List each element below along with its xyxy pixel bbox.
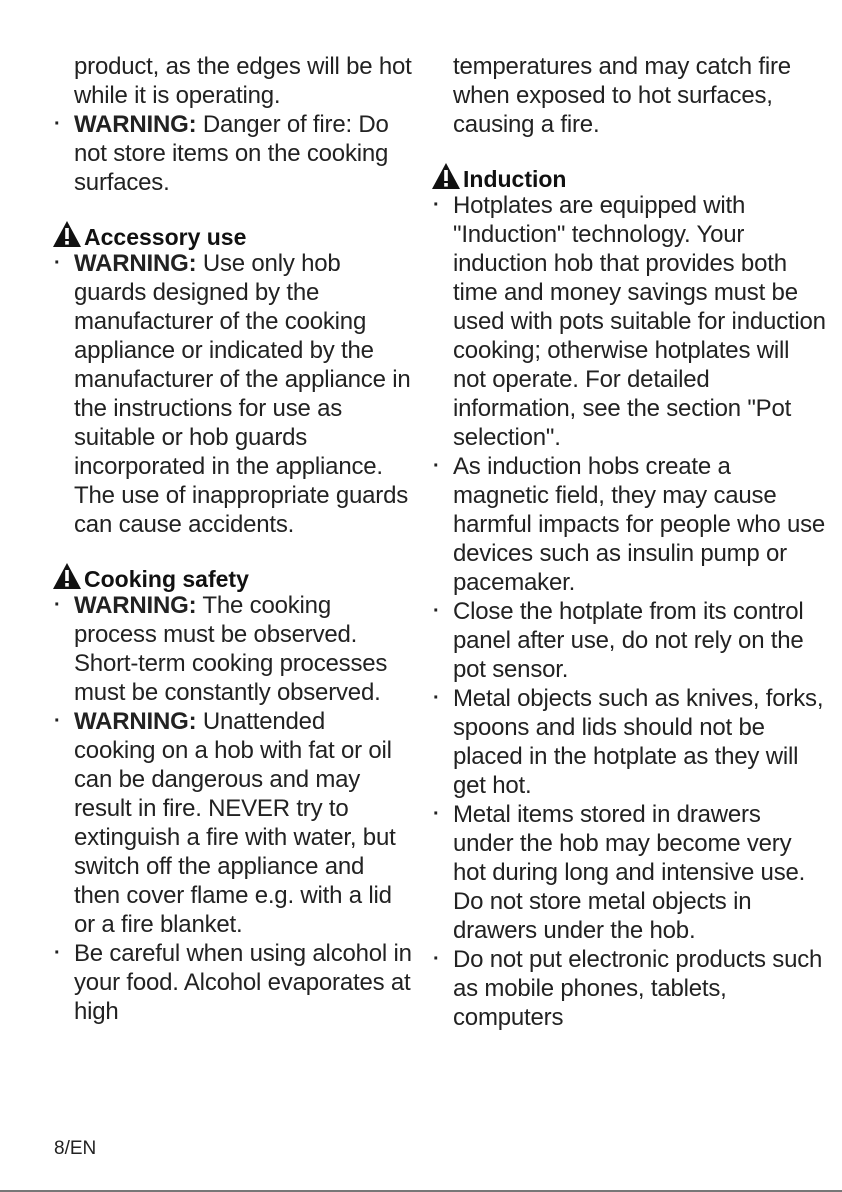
bullet: · — [54, 252, 61, 274]
item-text: Danger of fire: Do not store items on the cooking surfaces. — [74, 111, 389, 196]
bullet: · — [433, 194, 440, 216]
list-item — [431, 597, 826, 684]
list-item — [52, 939, 412, 1026]
item-text: Do not put electronic products such as mobile phones, tablets, computers — [453, 946, 823, 1031]
left-column — [52, 52, 412, 1026]
warning-label: WARNING: — [74, 592, 197, 619]
bullet: · — [433, 687, 440, 709]
bullet: · — [54, 113, 61, 135]
item-text: Hotplates are equipped with "Induction" technology. Your induction hob that provides both time and money savings must be used with pots suitable for induction cooking; otherwise hotplates will not operate. For detailed information, see the section "Pot selection". — [453, 192, 826, 451]
bullet: · — [433, 455, 440, 477]
bullet: · — [433, 803, 440, 825]
item-text: As induction hobs create a magnetic field, they may cause harmful impacts for people who use devices such as insulin pump or pacemaker. — [453, 453, 826, 596]
warning-triangle-icon — [431, 161, 461, 191]
warning-label: WARNING: — [74, 111, 197, 138]
continued-text: temperatures and may catch fire when exposed to hot surfaces, causing a fire. — [453, 53, 791, 138]
bullet: · — [433, 948, 440, 970]
list-item — [52, 707, 412, 939]
item-text: The cooking process must be observed. Short-term cooking processes must be constantly observed. — [74, 592, 388, 706]
list-item — [431, 800, 826, 945]
list-item — [431, 684, 826, 800]
page-number: 8/EN — [54, 1138, 97, 1159]
item-text: Close the hotplate from its control panel after use, do not rely on the pot sensor. — [453, 598, 804, 683]
item-text: Use only hob guards designed by the manufacturer of the cooking appliance or indicated by the manufacturer of the appliance in the instructions for use as suitable or hob guards incorporated in the appliance. The use of inappropriate guards can cause accidents. — [74, 250, 411, 538]
warning-triangle-icon — [52, 561, 82, 591]
bullet: · — [54, 594, 61, 616]
section-heading-cooking-safety — [52, 555, 412, 591]
list-item — [431, 452, 826, 597]
section-title: Cooking safety — [84, 566, 249, 592]
section-heading-accessory-use — [52, 213, 412, 249]
warning-label: WARNING: — [74, 708, 197, 735]
section-title: Accessory use — [84, 224, 247, 250]
list-item — [431, 191, 826, 452]
warning-label: WARNING: — [74, 250, 197, 277]
item-text: Metal objects such as knives, forks, spoons and lids should not be placed in the hotplate as they will get hot. — [453, 685, 824, 799]
section-heading-induction — [431, 155, 826, 191]
item-text: Metal items stored in drawers under the hob may become very hot during long and intensive use. Do not store metal objects in drawers under the hob. — [453, 801, 806, 944]
continued-text: product, as the edges will be hot while it is operating. — [74, 53, 412, 109]
warning-triangle-icon — [52, 219, 82, 249]
list-item — [52, 591, 412, 707]
bullet: · — [433, 600, 440, 622]
list-item — [52, 249, 412, 539]
bullet: · — [54, 942, 61, 964]
bullet: · — [54, 710, 61, 732]
item-text: Unattended cooking on a hob with fat or oil can be dangerous and may result in fire. NEVER try to extinguish a fire with water, but switch off the appliance and then cover flame e.g. with a lid or a fire blanket. — [74, 708, 396, 938]
item-text: Be careful when using alcohol in your food. Alcohol evaporates at high — [74, 940, 412, 1025]
right-column — [431, 52, 826, 1032]
list-item — [431, 945, 826, 1032]
section-title: Induction — [463, 166, 567, 192]
list-item — [52, 110, 412, 197]
